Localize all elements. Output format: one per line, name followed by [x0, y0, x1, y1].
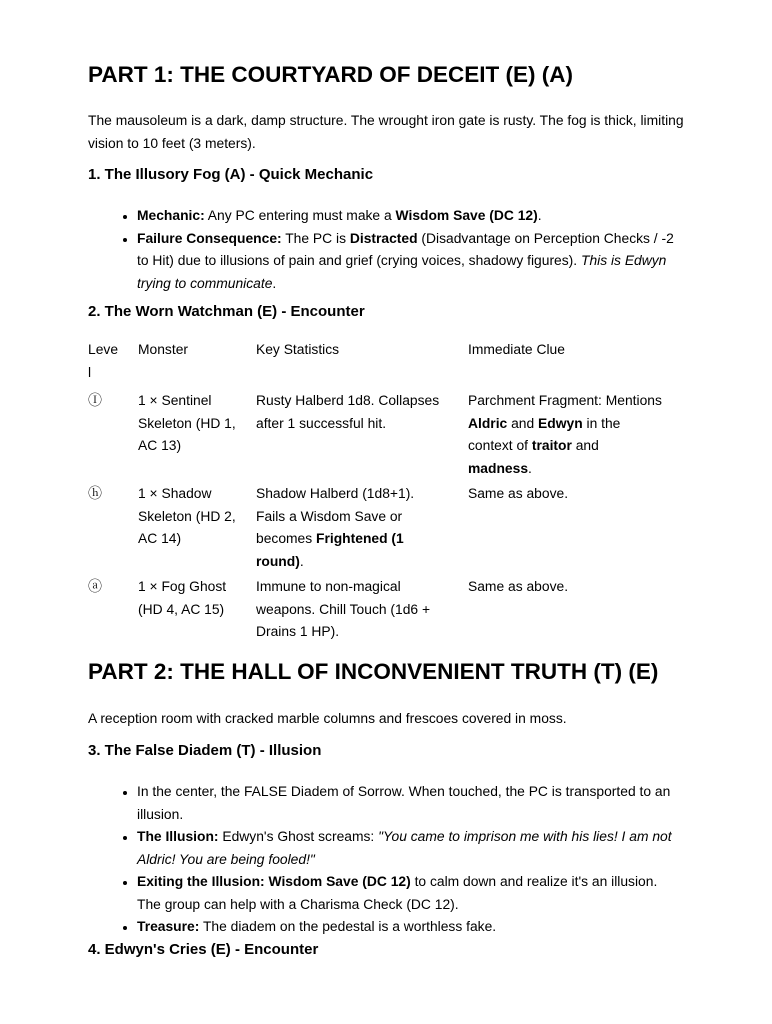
bullet-the-illusion: • The Illusion: Edwyn's Ghost screams: "You came to imprison me with his lies! I am not Aldric! You are being fooled!": [137, 825, 684, 870]
bullet-false-diadem: • In the center, the FALSE Diadem of Sorrow. When touched, the PC is transported to an illusion.: [137, 780, 684, 825]
section1-heading: 1. The Illusory Fog (A) - Quick Mechanic: [88, 166, 374, 183]
column-header-level: Level: [88, 341, 119, 380]
column-header-key-statistics: Key Statistics: [256, 341, 340, 357]
circled-a-icon: ⓐ: [88, 578, 102, 594]
immediate-clue-cell: Parchment Fragment: Mentions Aldric and Edwyn in the context of traitor and madness.: [468, 392, 662, 476]
bullet-mechanic: • Mechanic: Any PC entering must make a Wisdom Save (DC 12).: [137, 204, 684, 227]
bullet-exiting-the-illusion: • Exiting the Illusion: Wisdom Save (DC 12) to calm down and realize it's an illusion. The group can help with a Charisma Check (DC 12).: [137, 870, 684, 915]
part1-intro-paragraph: The mausoleum is a dark, damp structure. The wrought iron gate is rusty. The fog is thick, limiting vision to 10 feet (3 meters).: [88, 112, 684, 151]
level-cell: [88, 575, 138, 646]
table-row-sentinel-skeleton: [88, 389, 684, 482]
section1-bullet-list: [88, 204, 684, 294]
circled-i-icon: Ⓘ: [88, 392, 102, 408]
immediate-clue-cell: Same as above.: [468, 578, 569, 594]
part2-title: PART 2: THE HALL OF INCONVENIENT TRUTH (T) (E): [88, 658, 659, 684]
table-row-shadow-skeleton: [88, 482, 684, 575]
section2-heading: 2. The Worn Watchman (E) - Encounter: [88, 303, 365, 320]
encounter-table-header-row: [88, 338, 684, 389]
level-cell: [88, 482, 138, 575]
section4-heading: 4. Edwyn's Cries (E) - Encounter: [88, 940, 319, 958]
section3-heading: 3. The False Diadem (T) - Illusion: [88, 742, 322, 759]
part2-intro-paragraph: A reception room with cracked marble columns and frescoes covered in moss.: [88, 709, 567, 726]
table-row-fog-ghost: [88, 575, 684, 646]
monster-cell: 1 × Fog Ghost (HD 4, AC 15): [138, 578, 227, 617]
key-statistics-cell: Immune to non-magical weapons. Chill Touch (1d6 + Drains 1 HP).: [256, 578, 431, 639]
key-statistics-cell: Shadow Halberd (1d8+1). Fails a Wisdom Save or becomes Frightened (1 round).: [256, 485, 415, 569]
circled-h-icon: ⓗ: [88, 485, 102, 501]
key-statistics-cell: Rusty Halberd 1d8. Collapses after 1 successful hit.: [256, 392, 440, 431]
bullet-failure-consequence: • Failure Consequence: The PC is Distracted (Disadvantage on Perception Checks / -2 to Hit) due to illusions of pain and grief (crying voices, shadowy figures). This is Edwyn trying to communicate.: [137, 227, 684, 295]
monster-cell: 1 × Sentinel Skeleton (HD 1, AC 13): [138, 392, 236, 453]
immediate-clue-cell: Same as above.: [468, 485, 569, 501]
monster-cell: 1 × Shadow Skeleton (HD 2, AC 14): [138, 485, 236, 546]
section3-bullet-list: [88, 780, 684, 938]
part1-title: PART 1: THE COURTYARD OF DECEIT (E) (A): [88, 62, 574, 87]
column-header-immediate-clue: Immediate Clue: [468, 341, 565, 357]
level-cell: [88, 389, 138, 482]
encounter-table: [88, 338, 684, 646]
column-header-monster: Monster: [138, 341, 189, 357]
bullet-treasure: • Treasure: The diadem on the pedestal is a worthless fake.: [137, 915, 684, 938]
